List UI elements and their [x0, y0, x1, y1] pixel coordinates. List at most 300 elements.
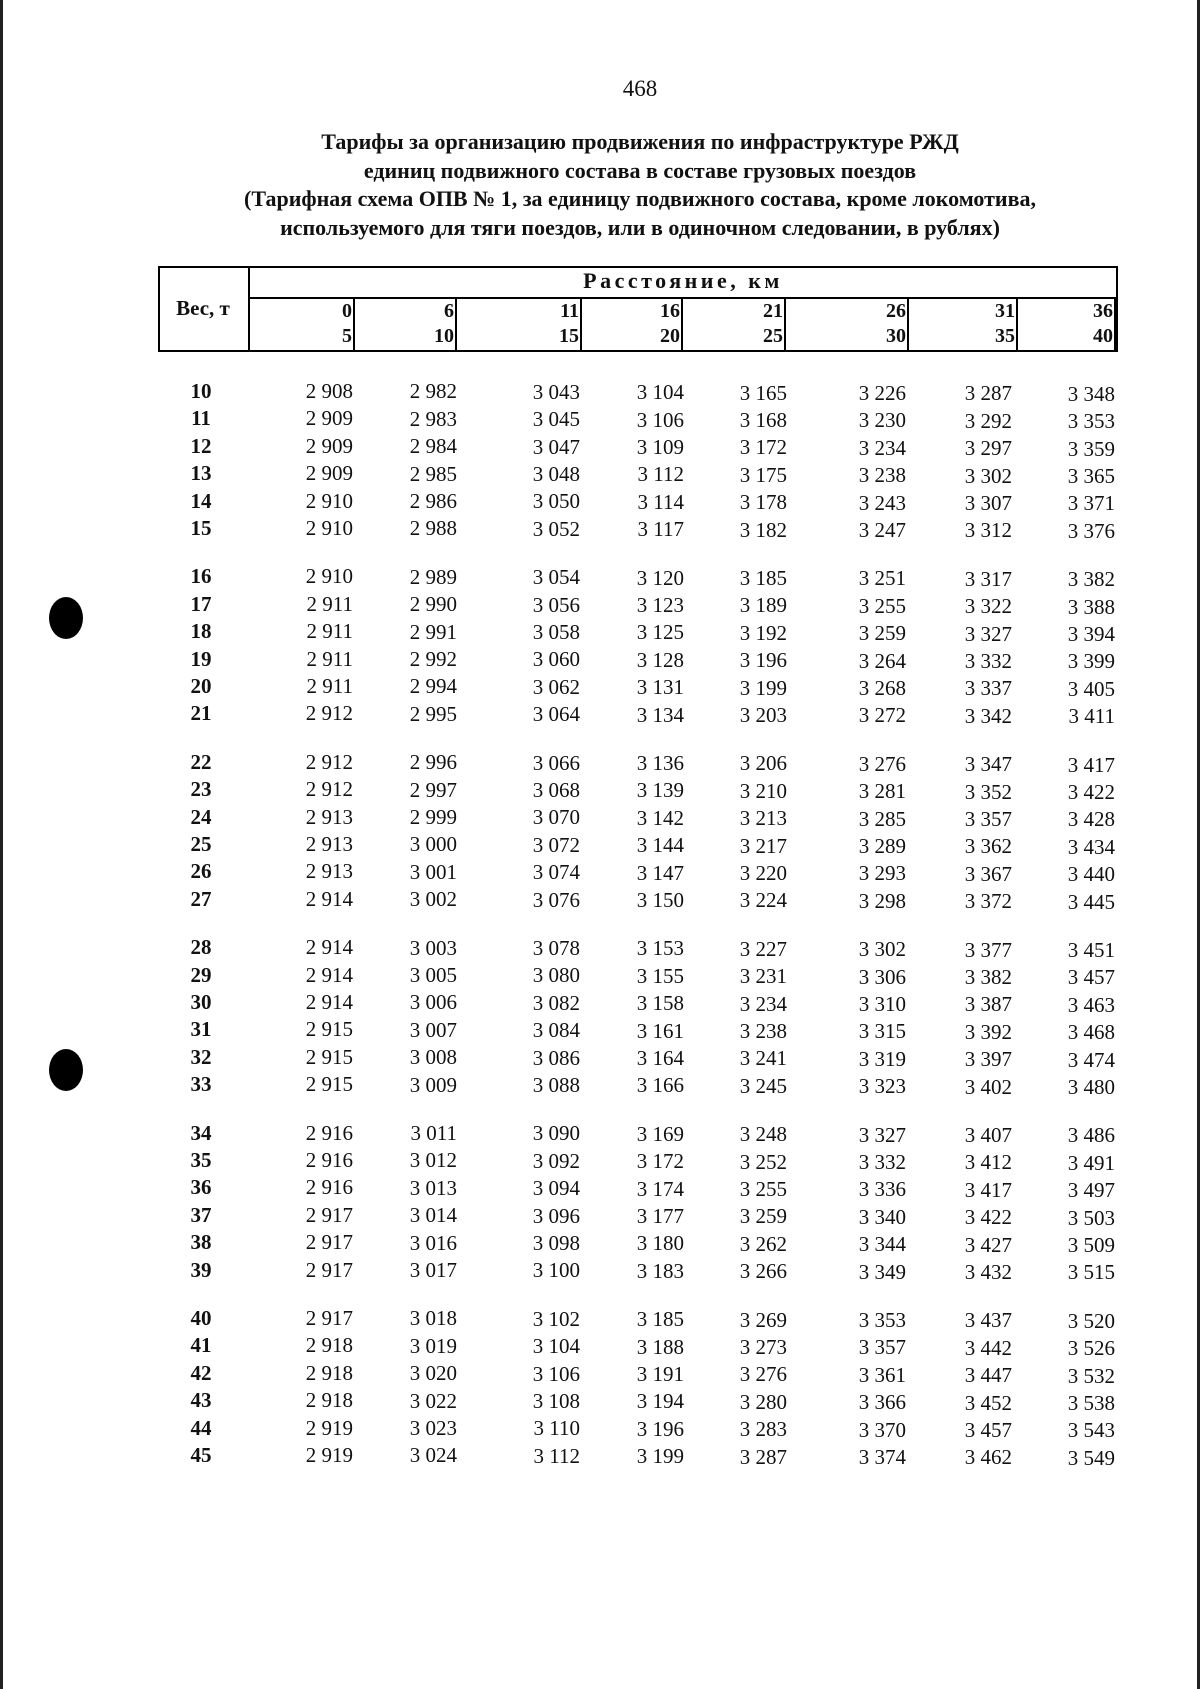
- tariff-cell: 3 185: [739, 565, 787, 590]
- tariff-cell: 3 515: [1067, 1260, 1115, 1285]
- tariff-cell: 2 999: [409, 804, 457, 829]
- tariff-cell: 2 997: [409, 777, 457, 802]
- tariff-cell: 3 402: [964, 1074, 1012, 1099]
- distance-range-1: [355, 298, 457, 352]
- tariff-cell: 2 994: [409, 674, 457, 699]
- tariff-cell: 3 372: [964, 889, 1012, 914]
- tariff-cell: 3 457: [1067, 965, 1115, 990]
- tariff-cell: 3 491: [1067, 1150, 1115, 1175]
- tariff-cell: 3 110: [533, 1416, 580, 1441]
- tariff-cell: 2 991: [409, 619, 457, 644]
- weight-cell: 34: [190, 1120, 212, 1145]
- weight-cell: 24: [190, 804, 212, 829]
- tariff-cell: 3 268: [858, 676, 906, 700]
- tariff-cell: 3 366: [858, 1390, 906, 1415]
- distance-header: Расстояние, км: [583, 268, 783, 293]
- weight-cell: 16: [190, 564, 212, 589]
- weight-cell: 45: [190, 1443, 212, 1467]
- tariff-cell: 3 047: [532, 434, 580, 459]
- weight-cell: 35: [190, 1148, 212, 1172]
- weight-cell: 14: [190, 488, 212, 513]
- weight-cell: 39: [190, 1257, 212, 1282]
- tariff-cell: 3 001: [409, 859, 457, 884]
- weight-cell: 42: [190, 1360, 212, 1385]
- tariff-cell: 3 327: [858, 1122, 906, 1147]
- range-from: 21: [763, 300, 783, 322]
- tariff-cell: 3 128: [636, 647, 684, 672]
- table-row: [0, 619, 1200, 647]
- tariff-cell: 3 365: [1067, 463, 1115, 488]
- tariff-cell: 3 520: [1067, 1308, 1115, 1333]
- tariff-cell: 3 153: [636, 936, 684, 961]
- tariff-cell: 3 012: [409, 1148, 457, 1173]
- table-row: [0, 406, 1200, 434]
- tariff-cell: 3 264: [858, 648, 906, 673]
- tariff-cell: 3 327: [964, 621, 1012, 646]
- tariff-cell: 3 144: [636, 833, 684, 858]
- weight-cell: 23: [190, 777, 212, 802]
- tariff-cell: 3 371: [1067, 491, 1115, 516]
- tariff-cell: 2 986: [409, 488, 457, 513]
- tariff-cell: 3 474: [1067, 1047, 1115, 1072]
- table-row: [0, 1230, 1200, 1258]
- tariff-cell: 3 112: [637, 462, 684, 487]
- tariff-cell: 3 374: [858, 1445, 906, 1469]
- tariff-cell: 3 452: [964, 1390, 1012, 1415]
- tariff-cell: 2 914: [305, 935, 353, 960]
- tariff-cell: 3 266: [739, 1259, 787, 1284]
- table-row: [0, 777, 1200, 805]
- distance-range-6: [909, 298, 1018, 352]
- tariff-cell: 2 990: [409, 592, 457, 617]
- table-row: [0, 887, 1200, 915]
- weight-cell: 40: [190, 1306, 212, 1330]
- tariff-cell: 3 428: [1067, 807, 1115, 832]
- tariff-cell: 3 337: [964, 676, 1012, 701]
- table-row: [0, 461, 1200, 489]
- table-row: [0, 516, 1200, 544]
- tariff-cell: 3 045: [532, 407, 580, 432]
- tariff-cell: 3 172: [636, 1149, 684, 1174]
- tariff-cell: 2 989: [409, 564, 457, 589]
- tariff-cell: 3 248: [739, 1122, 787, 1147]
- weight-cell: 15: [190, 516, 212, 540]
- range-from: 31: [995, 300, 1015, 322]
- tariff-cell: 2 916: [305, 1120, 353, 1145]
- tariff-cell: 3 000: [409, 832, 457, 857]
- tariff-cell: 3 317: [964, 566, 1012, 591]
- tariff-cell: 3 022: [409, 1388, 457, 1413]
- title-line-4: используемого для тяги поездов, или в одиночном следовании, в рублях): [280, 214, 1000, 240]
- weight-cell: 22: [190, 749, 212, 774]
- tariff-cell: 2 917: [305, 1202, 353, 1227]
- tariff-cell: 3 376: [1067, 518, 1115, 543]
- table-row: [0, 859, 1200, 887]
- tariff-cell: 3 217: [739, 833, 787, 858]
- tariff-cell: 3 388: [1067, 594, 1115, 619]
- tariff-cell: 3 123: [636, 592, 684, 617]
- tariff-cell: 3 100: [532, 1258, 580, 1283]
- tariff-cell: 3 440: [1067, 862, 1115, 887]
- range-from: 11: [560, 300, 579, 322]
- tariff-cell: 3 109: [636, 434, 684, 459]
- tariff-cell: 3 125: [636, 620, 684, 645]
- tariff-cell: 2 912: [305, 701, 353, 726]
- tariff-cell: 3 509: [1067, 1232, 1115, 1257]
- tariff-cell: 3 024: [409, 1443, 457, 1468]
- tariff-cell: 3 019: [409, 1333, 457, 1358]
- weight-cell: 18: [190, 619, 212, 644]
- table-row: [0, 564, 1200, 592]
- table-row: [0, 832, 1200, 860]
- tariff-cell: 3 297: [964, 436, 1012, 461]
- tariff-cell: 3 018: [409, 1306, 457, 1331]
- range-to: 35: [995, 325, 1015, 347]
- weight-cell: 32: [190, 1044, 212, 1069]
- tariff-cell: 3 177: [636, 1203, 684, 1228]
- weight-cell: 11: [191, 406, 211, 431]
- tariff-cell: 3 357: [964, 806, 1012, 831]
- range-to: 5: [342, 325, 352, 347]
- tariff-cell: 3 003: [409, 935, 457, 960]
- tariff-cell: 3 348: [1067, 381, 1115, 406]
- document-title: [100, 128, 1180, 242]
- tariff-cell: 3 367: [964, 861, 1012, 886]
- tariff-cell: 3 394: [1067, 621, 1115, 646]
- tariff-cell: 3 150: [636, 887, 684, 912]
- tariff-cell: 3 169: [636, 1121, 684, 1146]
- tariff-cell: 3 287: [739, 1444, 787, 1469]
- tariff-cell: 2 916: [305, 1175, 353, 1200]
- table-row: [0, 935, 1200, 963]
- tariff-cell: 3 306: [858, 964, 906, 989]
- table-row: [0, 805, 1200, 833]
- table-row: [0, 1333, 1200, 1361]
- tariff-cell: 3 347: [964, 752, 1012, 777]
- tariff-cell: 3 273: [739, 1334, 787, 1359]
- tariff-cell: 3 196: [739, 648, 787, 673]
- tariff-cell: 2 913: [305, 859, 353, 884]
- weight-cell: 37: [190, 1202, 212, 1227]
- weight-cell: 17: [190, 591, 212, 616]
- weight-cell: 38: [190, 1230, 212, 1255]
- table-row: [0, 489, 1200, 517]
- tariff-cell: 2 916: [305, 1148, 353, 1172]
- tariff-cell: 3 280: [739, 1389, 787, 1414]
- tariff-cell: 3 011: [410, 1120, 457, 1145]
- tariff-cell: 3 457: [964, 1417, 1012, 1442]
- tariff-cell: 3 281: [858, 779, 906, 804]
- range-from: 0: [342, 300, 352, 322]
- range-from: 36: [1093, 300, 1113, 322]
- table-row: [0, 1045, 1200, 1073]
- tariff-cell: 3 272: [858, 703, 906, 728]
- distance-range-4: [683, 298, 786, 352]
- range-from: 26: [886, 300, 906, 322]
- tariff-cell: 3 206: [739, 751, 787, 776]
- tariff-cell: 3 014: [409, 1203, 457, 1228]
- tariff-cell: 3 289: [858, 834, 906, 858]
- tariff-cell: 3 203: [739, 702, 787, 727]
- tariff-cell: 3 255: [739, 1176, 787, 1201]
- tariff-cell: 3 155: [636, 963, 684, 988]
- tariff-cell: 3 117: [637, 517, 684, 542]
- tariff-cell: 2 985: [409, 461, 457, 486]
- tariff-cell: 3 166: [636, 1073, 684, 1098]
- tariff-cell: 3 353: [858, 1308, 906, 1332]
- tariff-cell: 3 251: [858, 566, 906, 591]
- distance-range-3: [582, 298, 683, 352]
- tariff-cell: 3 092: [532, 1148, 580, 1173]
- tariff-cell: 3 322: [964, 594, 1012, 619]
- tariff-cell: 3 422: [1067, 779, 1115, 804]
- table-row: [0, 647, 1200, 675]
- tariff-cell: 3 084: [532, 1018, 580, 1043]
- tariff-cell: 3 098: [532, 1230, 580, 1255]
- tariff-cell: 3 480: [1067, 1074, 1115, 1099]
- tariff-cell: 3 361: [858, 1362, 906, 1387]
- tariff-cell: 3 262: [739, 1231, 787, 1256]
- range-to: 30: [886, 325, 906, 347]
- tariff-cell: 3 382: [1067, 567, 1115, 592]
- tariff-cell: 3 064: [532, 702, 580, 727]
- distance-range-5: [786, 298, 909, 352]
- tariff-cell: 3 199: [636, 1444, 684, 1469]
- weight-cell: 28: [190, 935, 212, 960]
- tariff-cell: 2 914: [305, 886, 353, 911]
- tariff-cell: 3 188: [636, 1334, 684, 1359]
- tariff-cell: 3 016: [409, 1230, 457, 1255]
- table-row: [0, 701, 1200, 729]
- tariff-cell: 3 283: [739, 1417, 787, 1442]
- tariff-cell: 3 189: [739, 593, 787, 618]
- tariff-cell: 3 114: [637, 489, 684, 514]
- tariff-cell: 3 161: [636, 1018, 684, 1043]
- weight-cell: 26: [190, 859, 212, 884]
- tariff-cell: 3 344: [858, 1232, 906, 1257]
- tariff-cell: 3 359: [1067, 436, 1115, 461]
- tariff-cell: 3 259: [858, 621, 906, 646]
- title-line-1: Тарифы за организацию продвижения по инфраструктуре РЖД: [321, 129, 959, 154]
- tariff-cell: 3 285: [858, 806, 906, 831]
- tariff-cell: 3 227: [739, 936, 787, 961]
- tariff-cell: 3 226: [858, 381, 906, 405]
- weight-column-header: Вес, т: [176, 296, 230, 320]
- weight-cell: 10: [190, 379, 212, 403]
- tariff-cell: 2 992: [409, 646, 457, 671]
- tariff-cell: 3 276: [858, 751, 906, 776]
- tariff-cell: 3 052: [532, 516, 580, 541]
- tariff-cell: 2 910: [305, 488, 353, 513]
- table-row: [0, 750, 1200, 778]
- tariff-cell: 3 234: [739, 991, 787, 1016]
- tariff-cell: 3 392: [964, 1019, 1012, 1044]
- tariff-cell: 2 917: [305, 1257, 353, 1282]
- tariff-cell: 3 332: [964, 648, 1012, 673]
- tariff-cell: 2 911: [306, 646, 353, 671]
- tariff-cell: 3 213: [739, 806, 787, 831]
- weight-cell: 13: [190, 461, 212, 486]
- tariff-cell: 3 104: [636, 380, 684, 405]
- tariff-cell: 3 191: [636, 1361, 684, 1386]
- tariff-cell: 3 411: [1068, 704, 1115, 729]
- page-number: 468: [622, 76, 658, 101]
- tariff-cell: 3 086: [532, 1045, 580, 1070]
- weight-cell: 31: [190, 1017, 212, 1042]
- tariff-cell: 3 068: [532, 777, 580, 802]
- tariff-cell: 2 909: [305, 461, 353, 486]
- tariff-cell: 3 164: [636, 1045, 684, 1070]
- tariff-cell: 3 062: [532, 674, 580, 699]
- table-row: [0, 990, 1200, 1018]
- tariff-cell: 3 315: [858, 1019, 906, 1044]
- tariff-cell: 3 312: [964, 518, 1012, 543]
- range-to: 10: [434, 325, 454, 347]
- tariff-cell: 3 238: [739, 1018, 787, 1043]
- tariff-cell: 2 918: [305, 1333, 353, 1358]
- tariff-cell: 3 172: [739, 435, 787, 460]
- tariff-cell: 3 074: [532, 860, 580, 885]
- distance-range-2: [457, 298, 582, 352]
- table-row: [0, 1416, 1200, 1444]
- tariff-cell: 3 108: [532, 1388, 580, 1413]
- tariff-cell: 2 917: [305, 1306, 353, 1330]
- tariff-cell: 3 434: [1067, 834, 1115, 859]
- tariff-cell: 3 538: [1067, 1390, 1115, 1415]
- tariff-cell: 3 503: [1067, 1205, 1115, 1230]
- tariff-cell: 3 349: [858, 1259, 906, 1284]
- tariff-cell: 3 094: [532, 1176, 580, 1201]
- tariff-cell: 3 387: [964, 992, 1012, 1017]
- range-to: 40: [1093, 325, 1113, 347]
- tariff-cell: 3 066: [532, 750, 580, 775]
- tariff-cell: 3 427: [964, 1232, 1012, 1257]
- tariff-cell: 3 165: [739, 380, 787, 405]
- tariff-cell: 3 102: [532, 1306, 580, 1331]
- tariff-cell: 3 158: [636, 991, 684, 1016]
- tariff-cell: 2 911: [306, 619, 353, 644]
- tariff-cell: 3 006: [409, 990, 457, 1015]
- tariff-cell: 3 106: [532, 1361, 580, 1386]
- weight-cell: 30: [190, 990, 212, 1014]
- weight-cell: 41: [190, 1333, 212, 1358]
- tariff-cell: 3 447: [964, 1363, 1012, 1388]
- tariff-cell: 2 913: [305, 804, 353, 829]
- tariff-cell: 2 914: [305, 962, 353, 987]
- weight-cell: 27: [190, 886, 212, 911]
- tariff-cell: 3 120: [636, 565, 684, 590]
- tariff-cell: 3 058: [532, 619, 580, 644]
- tariff-cell: 2 918: [305, 1360, 353, 1385]
- tariff-cell: 3 352: [964, 779, 1012, 804]
- tariff-cell: 3 048: [532, 461, 580, 486]
- tariff-cell: 2 910: [305, 516, 353, 540]
- tariff-cell: 3 142: [636, 805, 684, 830]
- tariff-cell: 3 407: [964, 1122, 1012, 1147]
- table-row: [0, 1258, 1200, 1286]
- tariff-cell: 3 310: [858, 992, 906, 1016]
- tariff-cell: 3 136: [636, 750, 684, 775]
- tariff-cell: 2 908: [305, 379, 353, 403]
- tariff-cell: 3 072: [532, 832, 580, 857]
- tariff-cell: 3 437: [964, 1308, 1012, 1333]
- tariff-cell: 3 332: [858, 1150, 906, 1174]
- tariff-cell: 3 080: [532, 963, 580, 988]
- range-to: 25: [763, 325, 783, 347]
- tariff-cell: 3 147: [636, 860, 684, 885]
- tariff-cell: 3 269: [739, 1307, 787, 1332]
- table-row: [0, 1203, 1200, 1231]
- weight-cell: 33: [190, 1072, 212, 1097]
- tariff-cell: 2 995: [409, 701, 457, 726]
- tariff-cell: 3 199: [739, 675, 787, 700]
- tariff-cell: 3 293: [858, 861, 906, 886]
- tariff-cell: 2 982: [409, 379, 457, 404]
- title-line-3: (Тарифная схема ОПВ № 1, за единицу подвижного состава, кроме локомотива,: [244, 186, 1036, 211]
- tariff-cell: 3 056: [532, 592, 580, 617]
- tariff-cell: 3 231: [739, 964, 787, 989]
- table-row: [0, 674, 1200, 702]
- tariff-cell: 2 911: [306, 674, 353, 698]
- tariff-cell: 3 543: [1067, 1418, 1115, 1443]
- tariff-cell: 2 912: [305, 777, 353, 802]
- tariff-cell: 3 060: [532, 647, 580, 672]
- tariff-cell: 3 088: [532, 1072, 580, 1097]
- tariff-cell: 2 983: [409, 406, 457, 431]
- tariff-cell: 3 196: [636, 1416, 684, 1441]
- title-line-2: единиц подвижного состава в составе грузовых поездов: [363, 157, 917, 183]
- tariff-cell: 2 996: [409, 750, 457, 775]
- tariff-cell: 3 245: [739, 1073, 787, 1098]
- tariff-cell: 3 417: [1067, 752, 1115, 777]
- tariff-cell: 3 252: [739, 1149, 787, 1174]
- tariff-cell: 3 238: [858, 463, 906, 488]
- weight-cell: 25: [190, 832, 212, 856]
- tariff-cell: 3 194: [636, 1389, 684, 1414]
- tariff-cell: 3 497: [1067, 1178, 1115, 1203]
- weight-cell: 20: [190, 674, 212, 698]
- tariff-cell: 3 054: [532, 565, 580, 590]
- tariff-cell: 3 255: [858, 593, 906, 618]
- tariff-cell: 3 382: [964, 964, 1012, 989]
- table-row: [0, 434, 1200, 462]
- distance-range-0: [250, 298, 355, 352]
- tariff-cell: 3 342: [964, 703, 1012, 728]
- tariff-cell: 3 183: [636, 1258, 684, 1283]
- weight-cell: 36: [190, 1175, 212, 1200]
- tariff-cell: 3 076: [532, 887, 580, 912]
- tariff-cell: 2 918: [305, 1388, 353, 1413]
- tariff-cell: 3 131: [636, 675, 684, 700]
- weight-cell: 29: [190, 962, 212, 987]
- table-row: [0, 1175, 1200, 1203]
- weight-cell: 19: [190, 646, 212, 671]
- weight-cell: 12: [190, 433, 212, 458]
- tariff-cell: 3 185: [636, 1307, 684, 1332]
- tariff-cell: 2 915: [305, 1044, 353, 1069]
- tariff-cell: 3 307: [964, 490, 1012, 515]
- tariff-cell: 3 070: [532, 805, 580, 830]
- tariff-cell: 3 526: [1067, 1336, 1115, 1361]
- tariff-cell: 3 336: [858, 1177, 906, 1202]
- tariff-cell: 3 234: [858, 435, 906, 460]
- tariff-cell: 3 412: [964, 1150, 1012, 1175]
- tariff-cell: 3 192: [739, 620, 787, 645]
- tariff-cell: 3 106: [636, 407, 684, 432]
- tariff-cell: 3 463: [1067, 992, 1115, 1017]
- tariff-cell: 3 302: [964, 463, 1012, 488]
- tariff-cell: 2 912: [305, 749, 353, 774]
